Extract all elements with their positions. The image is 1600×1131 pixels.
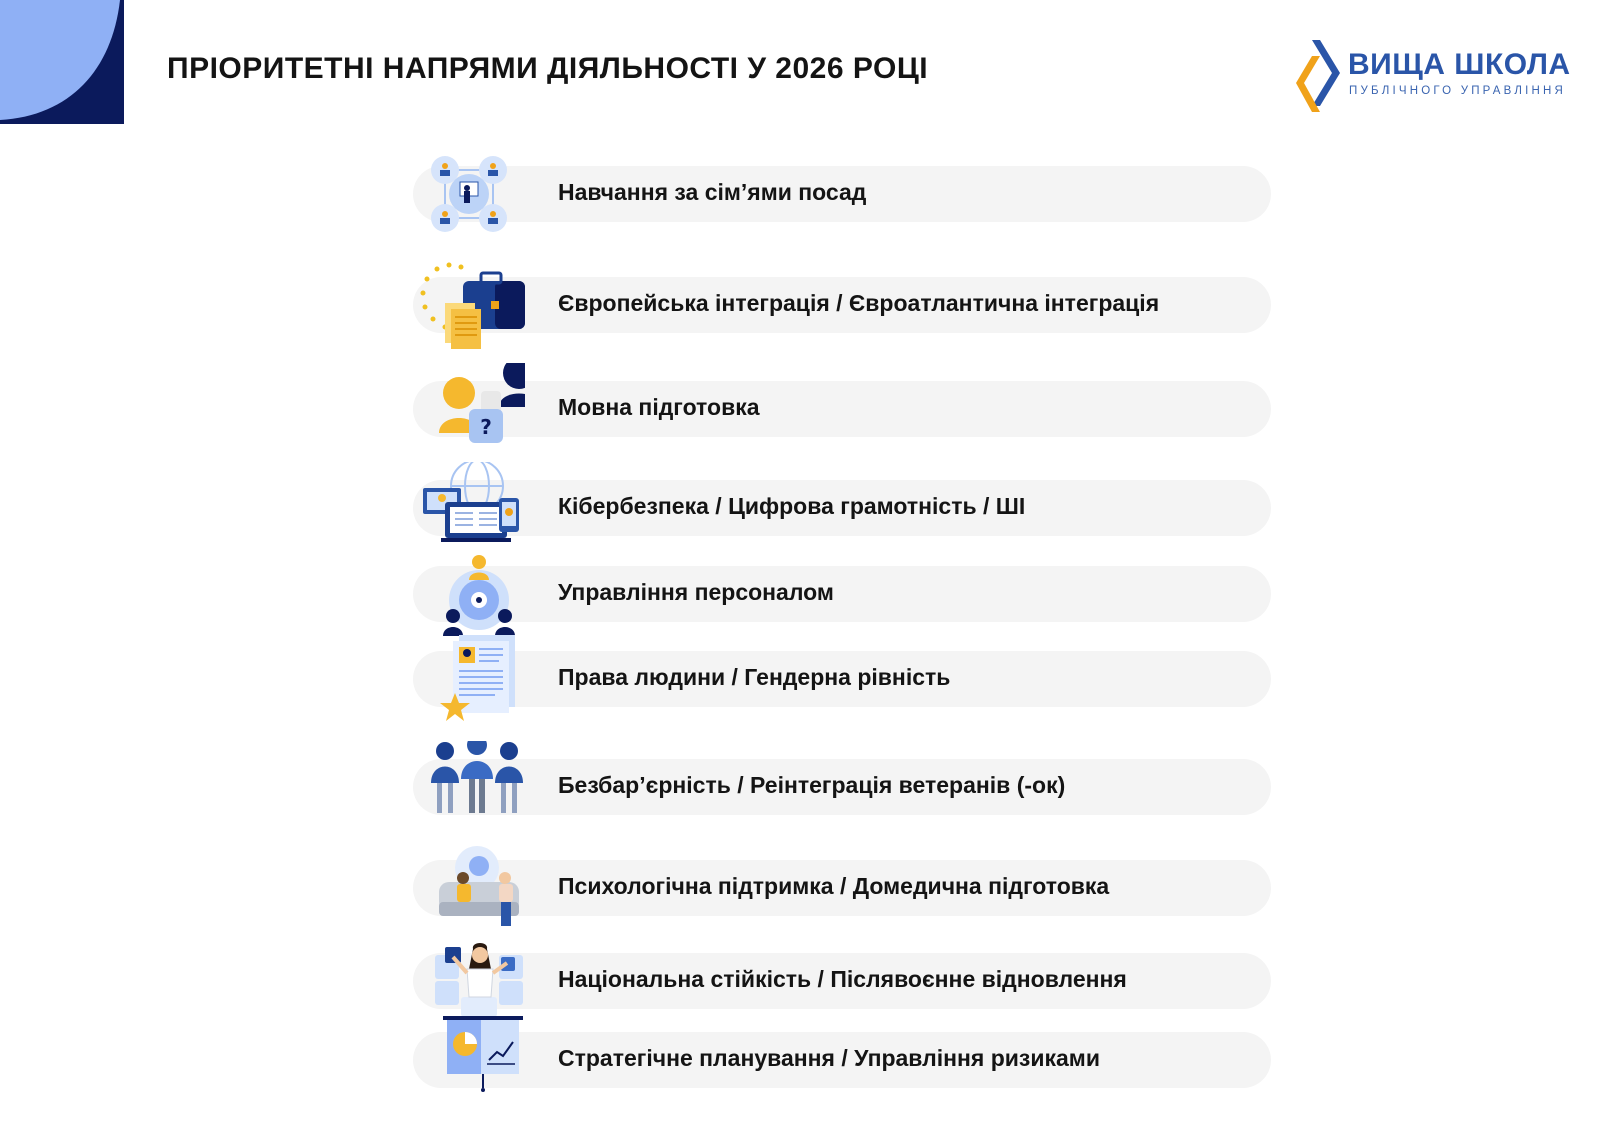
rights-document-icon bbox=[415, 633, 525, 725]
priority-pill bbox=[413, 566, 1271, 622]
priority-item bbox=[413, 566, 1283, 622]
svg-text:?: ? bbox=[480, 415, 492, 439]
priority-label: Кібербезпека / Цифрова грамотність / ШІ bbox=[558, 493, 1026, 519]
priority-label: Мовна підготовка bbox=[558, 394, 760, 420]
people-group-icon bbox=[415, 741, 525, 833]
priority-pill bbox=[413, 381, 1271, 437]
priority-item bbox=[413, 860, 1283, 916]
logo-subtitle: ПУБЛІЧНОГО УПРАВЛІННЯ bbox=[1349, 85, 1567, 97]
priority-item bbox=[413, 651, 1283, 707]
priority-label: Права людини / Гендерна рівність bbox=[558, 664, 951, 690]
digital-devices-icon bbox=[415, 462, 525, 554]
priority-label: Європейська інтеграція / Євроатлантична інтеграція bbox=[558, 290, 1160, 316]
priority-item bbox=[413, 381, 1283, 437]
strategy-board-icon bbox=[415, 1014, 525, 1106]
priority-label: Управління персоналом bbox=[558, 579, 834, 605]
priority-item bbox=[413, 1032, 1283, 1088]
priority-item bbox=[413, 277, 1283, 333]
priority-label: Національна стійкість / Післявоєнне відновлення bbox=[558, 966, 1127, 992]
training-network-icon bbox=[415, 148, 525, 240]
priority-item bbox=[413, 480, 1283, 536]
priority-item bbox=[413, 166, 1283, 222]
page-title: ПРІОРИТЕТНІ НАПРЯМИ ДІЯЛЬНОСТІ У 2026 РОЦІ bbox=[167, 52, 929, 85]
logo-mark-icon bbox=[1290, 38, 1344, 114]
priority-label: Безбар’єрність / Реінтеграція ветеранів (-ок) bbox=[558, 772, 1066, 798]
priority-item bbox=[413, 759, 1283, 815]
priority-item bbox=[413, 953, 1283, 1009]
personnel-management-icon bbox=[415, 548, 525, 640]
logo-name: ВИЩА ШКОЛА bbox=[1348, 48, 1571, 81]
language-dialogue-icon bbox=[415, 363, 525, 455]
logo bbox=[1290, 38, 1590, 114]
priority-label: Стратегічне планування / Управління ризиками bbox=[558, 1045, 1100, 1071]
psychological-support-icon bbox=[415, 842, 525, 934]
priority-label: Психологічна підтримка / Домедична підготовка bbox=[558, 873, 1110, 899]
priority-label: Навчання за сім’ями посад bbox=[558, 179, 867, 205]
eu-briefcase-icon bbox=[415, 259, 525, 351]
corner-decoration bbox=[0, 0, 124, 124]
